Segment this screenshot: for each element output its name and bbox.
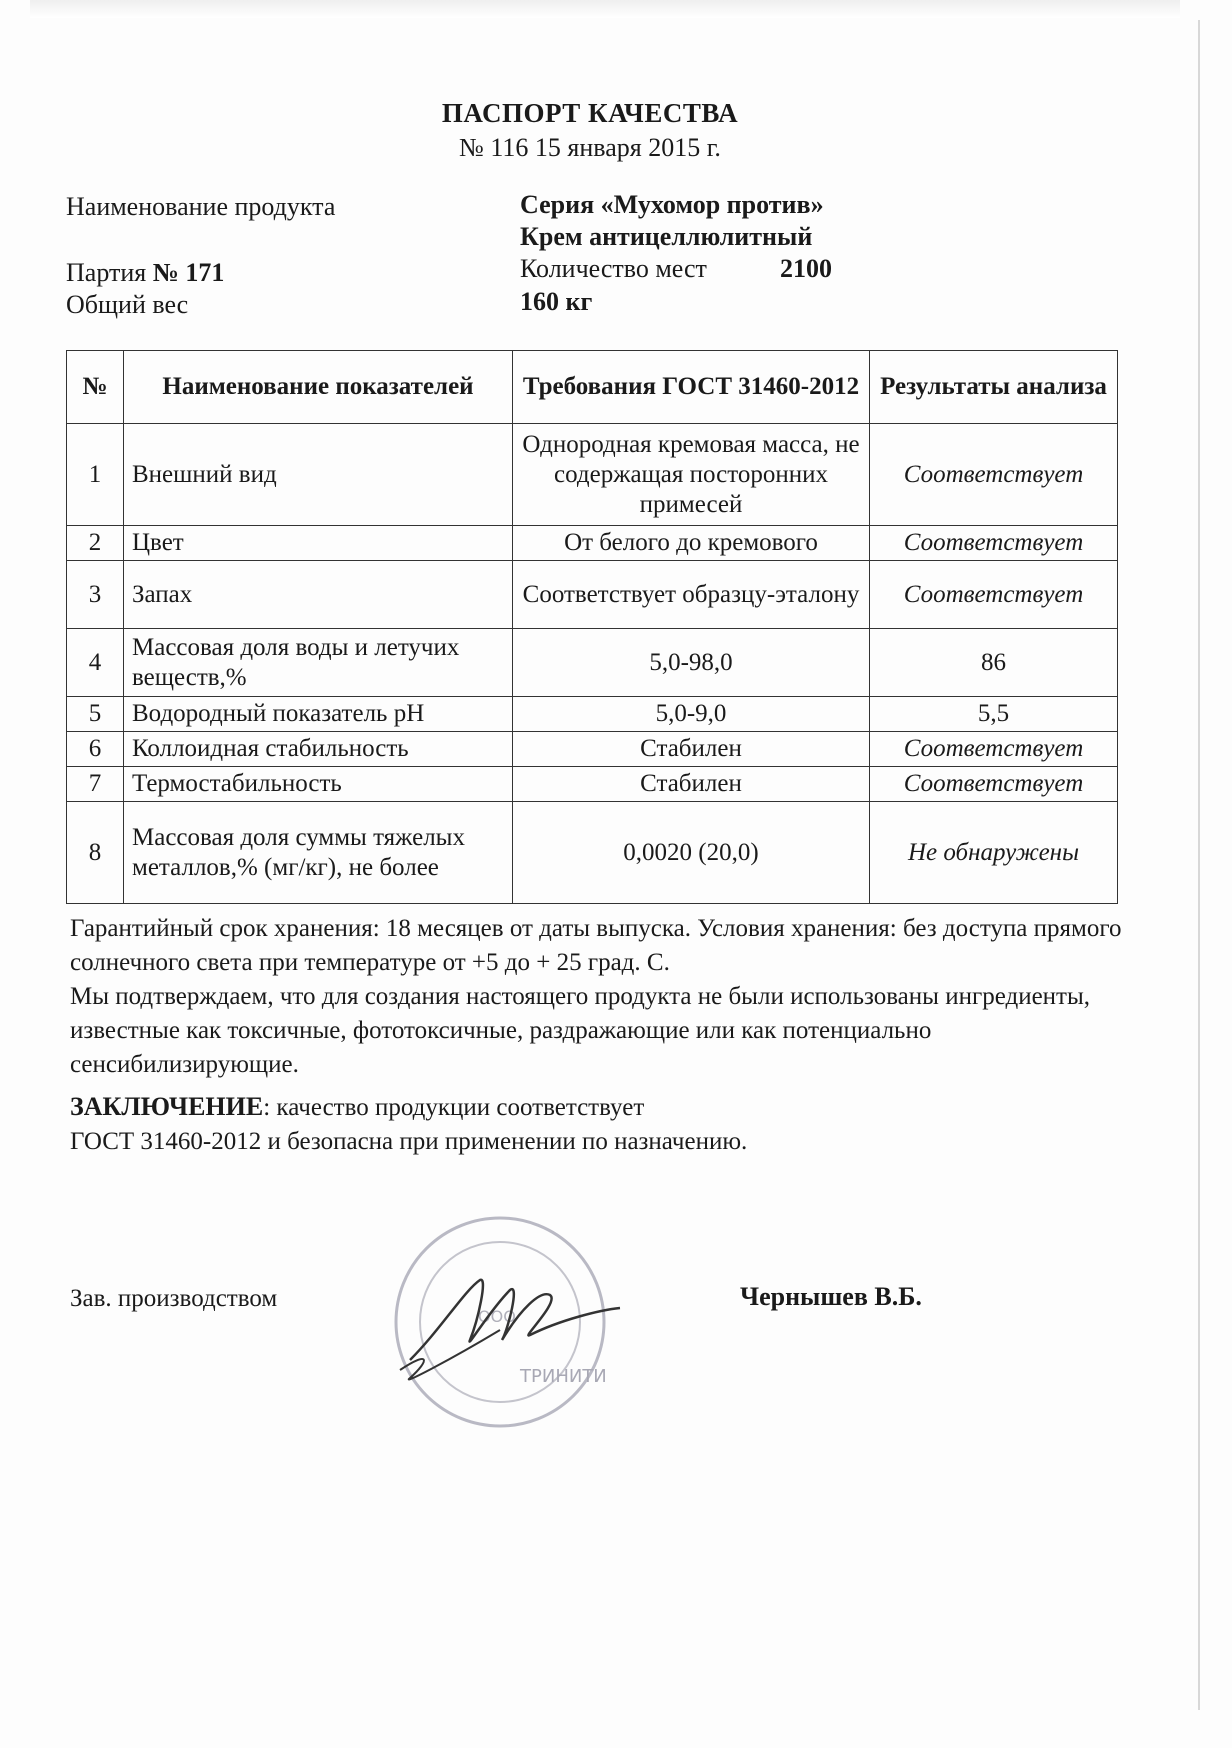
ingredients-statement: Мы подтверждаем, что для создания настоящего продукта не были использованы ингредиенты, известные как токсичные, фототоксичные, раздражающие или как потенциально сенсибилизирующие. — [70, 983, 1091, 1078]
scan-edge-top — [30, 0, 1180, 18]
row-requirement: 5,0-9,0 — [513, 697, 870, 732]
row-indicator: Коллоидная стабильность — [124, 732, 513, 767]
row-indicator: Термостабильность — [124, 767, 513, 802]
weight-label: Общий вес — [66, 290, 189, 319]
batch-label: Партия — [66, 258, 153, 287]
row-number: 7 — [67, 767, 124, 802]
row-indicator: Водородный показатель pH — [124, 697, 513, 732]
row-requirement: Однородная кремовая масса, не содержащая посторонних примесей — [513, 424, 870, 526]
row-number: 8 — [67, 802, 124, 904]
stamp-text-top: ТРИНИТИ — [520, 1366, 607, 1387]
conclusion-block — [70, 1090, 1130, 1159]
row-number: 6 — [67, 732, 124, 767]
product-name-value-2: Крем антицеллюлитный — [520, 222, 813, 251]
scan-edge-right — [1198, 20, 1200, 1710]
batch-value: № 171 — [152, 258, 225, 287]
table-row — [67, 561, 1118, 629]
row-requirement: Стабилен — [513, 767, 870, 802]
table-row — [67, 767, 1118, 802]
row-number: 4 — [67, 629, 124, 697]
table-header-row — [67, 351, 1118, 424]
batch-field — [66, 258, 224, 288]
quantity-label: Количество мест — [520, 254, 707, 283]
row-requirement: От белого до кремового — [513, 526, 870, 561]
row-number: 1 — [67, 424, 124, 526]
row-indicator: Запах — [124, 561, 513, 629]
row-number: 3 — [67, 561, 124, 629]
row-result: Не обнаружены — [870, 802, 1118, 904]
row-indicator: Массовая доля суммы тяжелых металлов,% (мг/кг), не более — [124, 802, 513, 904]
row-result: Соответствует — [870, 561, 1118, 629]
row-indicator: Массовая доля воды и летучих веществ,% — [124, 629, 513, 697]
product-name-value-1: Серия «Мухомор против» — [520, 190, 824, 219]
conclusion-text-2: ГОСТ 31460-2012 и безопасна при применении по назначению. — [70, 1128, 748, 1155]
weight-value: 160 кг — [520, 287, 593, 316]
row-result: 5,5 — [870, 697, 1118, 732]
row-number: 5 — [67, 697, 124, 732]
table-row — [67, 802, 1118, 904]
table-row — [67, 424, 1118, 526]
row-result: Соответствует — [870, 767, 1118, 802]
results-table — [66, 350, 1118, 904]
stamp-text-center: ООО — [478, 1307, 516, 1326]
signatory-name: Чернышев В.Б. — [740, 1282, 922, 1311]
header-indicator: Наименование показателей — [124, 351, 513, 424]
company-stamp — [370, 1210, 630, 1435]
header-requirement: Требования ГОСТ 31460-2012 — [513, 351, 870, 424]
row-requirement: 0,0020 (20,0) — [513, 802, 870, 904]
table-row — [67, 526, 1118, 561]
row-requirement: 5,0-98,0 — [513, 629, 870, 697]
row-result: Соответствует — [870, 732, 1118, 767]
document-title: ПАСПОРТ КАЧЕСТВА — [441, 98, 739, 128]
row-requirement: Соответствует образцу-эталону — [513, 561, 870, 629]
header-result: Результаты анализа — [870, 351, 1118, 424]
table-row — [67, 732, 1118, 767]
quantity-value: 2100 — [780, 254, 832, 283]
storage-conditions: Гарантийный срок хранения: 18 месяцев от даты выпуска. Условия хранения: без доступа прямого солнечного света при температуре от +5 до + 25 град. С. — [70, 915, 1122, 976]
conclusion-text: : качество продукции соответствует — [263, 1094, 645, 1121]
table-row — [67, 629, 1118, 697]
row-result: Соответствует — [870, 526, 1118, 561]
row-requirement: Стабилен — [513, 732, 870, 767]
document-number-date: № 116 15 января 2015 г. — [459, 133, 721, 162]
table-row — [67, 697, 1118, 732]
conclusion-heading: ЗАКЛЮЧЕНИЕ — [70, 1092, 264, 1121]
signature-role: Зав. производством — [70, 1285, 278, 1312]
row-result: Соответствует — [870, 424, 1118, 526]
header-number: № — [67, 351, 124, 424]
row-number: 2 — [67, 526, 124, 561]
row-result: 86 — [870, 629, 1118, 697]
product-name-label: Наименование продукта — [66, 192, 336, 221]
signature-scribble — [410, 1280, 620, 1360]
row-indicator: Цвет — [124, 526, 513, 561]
row-indicator: Внешний вид — [124, 424, 513, 526]
